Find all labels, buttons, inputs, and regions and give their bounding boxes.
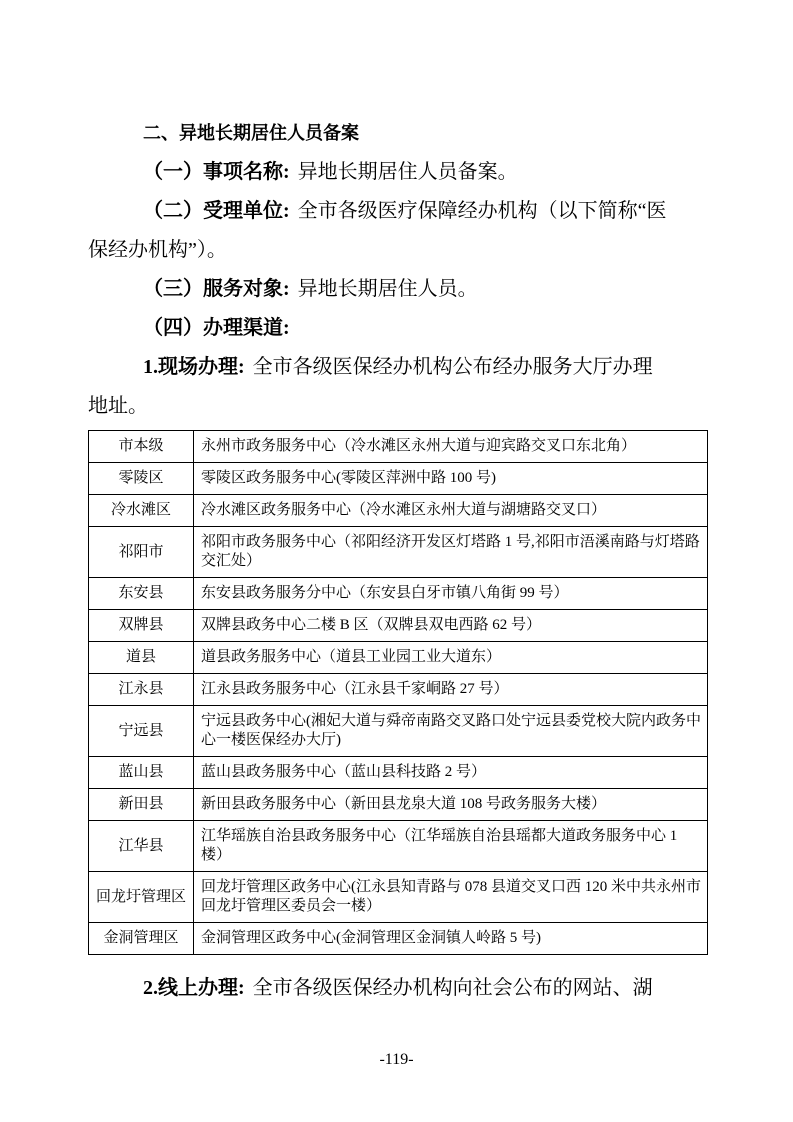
region-cell: 回龙圩管理区 [89,872,194,923]
paragraph-line [88,309,708,348]
region-cell: 江华县 [89,821,194,872]
page-number: -119- [379,1051,414,1068]
paragraph-text: 异地长期居住人员。 [297,278,478,300]
region-cell: 东安县 [89,578,194,610]
table-row [89,872,708,923]
paragraph-text: 异地长期居住人员备案。 [297,161,518,183]
address-cell: 新田县政务服务中心（新田县龙泉大道 108 号政务服务大楼） [194,789,708,821]
table-row [89,527,708,578]
paragraph-line [88,969,708,1008]
paragraph-text: 全市各级医保经办机构向社会公布的网站、湖 [252,977,653,999]
table-row [89,706,708,757]
paragraph-text: 全市各级医疗保障经办机构（以下简称“医 [297,200,667,222]
paragraph-label: （四）办理渠道: [143,317,290,339]
paragraph-line [88,348,708,387]
paragraph-continuation: 地址。 [88,395,148,417]
table-row [89,674,708,706]
paragraph-online-handling [88,969,708,1008]
table-row [89,463,708,495]
address-cell: 永州市政务服务中心（冷水滩区永州大道与迎宾路交叉口东北角） [194,431,708,463]
paragraph-onsite-handling [88,348,708,426]
region-cell: 双牌县 [89,610,194,642]
service-locations-table [88,430,708,955]
section-heading: 二、异地长期居住人员备案 [143,123,359,143]
paragraph-line [88,153,708,192]
paragraph-line [88,270,708,309]
paragraph-label: 2.线上办理: [143,977,245,999]
paragraph-item-name [88,153,708,192]
paragraph-label: 1.现场办理: [143,356,245,378]
address-cell: 蓝山县政务服务中心（蓝山县科技路 2 号） [194,757,708,789]
address-cell: 零陵区政务服务中心(零陵区萍洲中路 100 号) [194,463,708,495]
address-cell: 金洞管理区政务中心(金洞管理区金洞镇人岭路 5 号) [194,923,708,955]
table-row [89,923,708,955]
region-cell: 市本级 [89,431,194,463]
address-cell: 祁阳市政务服务中心（祁阳经济开发区灯塔路 1 号,祁阳市浯溪南路与灯塔路交汇处） [194,527,708,578]
table-row [89,789,708,821]
region-cell: 蓝山县 [89,757,194,789]
address-cell: 江永县政务服务中心（江永县千家峒路 27 号） [194,674,708,706]
address-cell: 东安县政务服务分中心（东安县白牙市镇八角街 99 号） [194,578,708,610]
paragraph-line [88,192,708,231]
address-cell: 江华瑶族自治县政务服务中心（江华瑶族自治县瑶都大道政务服务中心 1 楼） [194,821,708,872]
paragraph-label: （二）受理单位: [143,200,290,222]
address-cell: 道县政务服务中心（道县工业园工业大道东） [194,642,708,674]
paragraph-continuation: 保经办机构”）。 [88,239,227,261]
address-cell: 宁远县政务中心(湘妃大道与舜帝南路交叉路口处宁远县委党校大院内政务中心一楼医保经办大厅) [194,706,708,757]
address-cell: 双牌县政务中心二楼 B 区（双牌县双电西路 62 号） [194,610,708,642]
table-row [89,821,708,872]
paragraph-text: 全市各级医保经办机构公布经办服务大厅办理 [252,356,653,378]
table-row [89,610,708,642]
region-cell: 祁阳市 [89,527,194,578]
paragraph-label: （三）服务对象: [143,278,290,300]
region-cell: 江永县 [89,674,194,706]
table-row [89,642,708,674]
document-content [88,0,708,1008]
region-cell: 零陵区 [89,463,194,495]
region-cell: 新田县 [89,789,194,821]
table-row [89,431,708,463]
region-cell: 道县 [89,642,194,674]
table-row [89,578,708,610]
paragraph-label: （一）事项名称: [143,161,290,183]
region-cell: 冷水滩区 [89,495,194,527]
address-cell: 冷水滩区政务服务中心（冷水滩区永州大道与湖塘路交叉口） [194,495,708,527]
paragraph-channels [88,309,708,348]
paragraph-accepting-unit [88,192,708,270]
region-cell: 金洞管理区 [89,923,194,955]
address-cell: 回龙圩管理区政务中心(江永县知青路与 078 县道交叉口西 120 米中共永州市回龙圩管理区委员会一楼） [194,872,708,923]
region-cell: 宁远县 [89,706,194,757]
table-row [89,495,708,527]
paragraph-service-target [88,270,708,309]
table-row [89,757,708,789]
